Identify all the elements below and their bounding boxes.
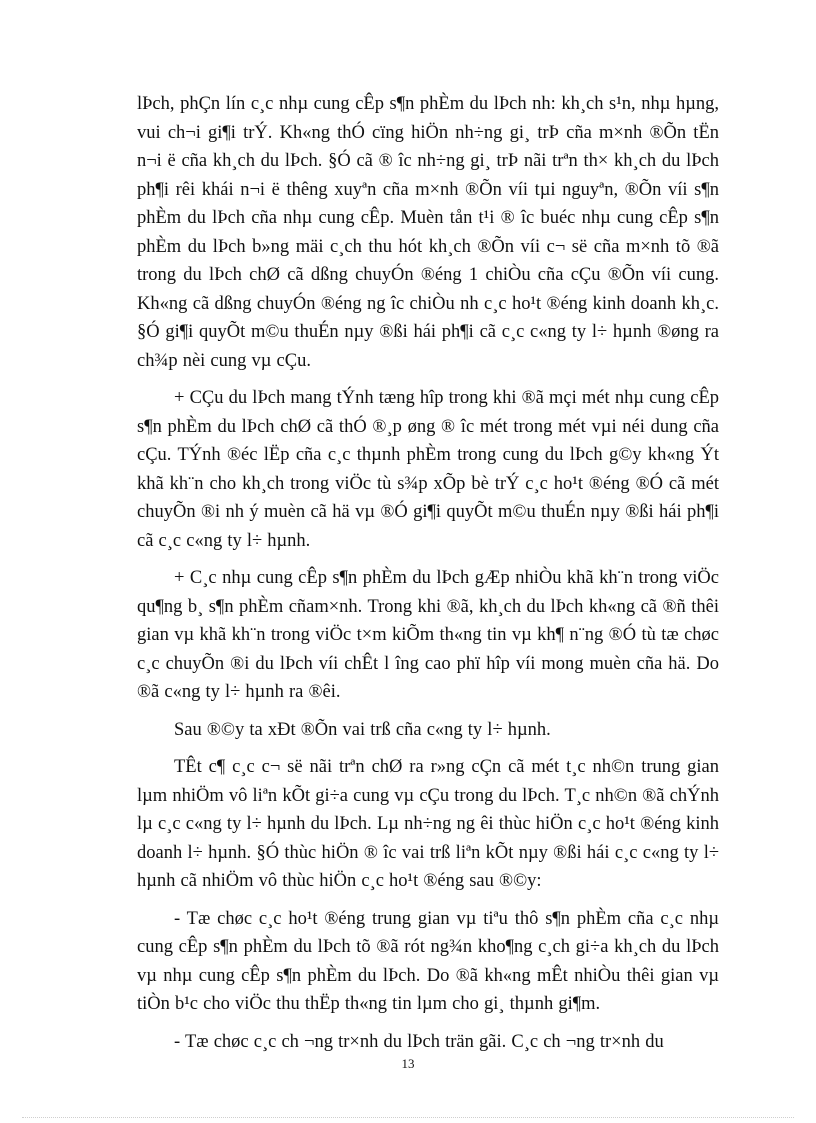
paragraph-6: - Tæ chøc c¸c ho¹t ®éng trung gian vµ tiªu thô s¶n phÈm cña c¸c nhµ cung cÊp s¶n phÈm du lÞch tõ ®ã rót ng¾n kho¶ng c¸ch gi÷a kh¸ch du lÞch vµ nhµ cung cÊp s¶n phÈm du lÞch. Do ®ã kh«ng mÊt nhiÒu thêi gian vµ tiÒn b¹c cho viÖc thu thËp th«ng tin lµm cho gi¸ thµnh gi¶m. [137,908,719,1014]
paragraph-1: lÞch, phÇn lín c¸c nhµ cung cÊp s¶n phÈm du lÞch nh: kh¸ch s¹n, nhµ hµng, vui ch¬i gi¶i trÝ. Kh«ng thÓ cïng hiÖn nh÷ng gi¸ trÞ cña m×nh ®Õn tËn n¬i ë cña kh¸ch du lÞch. §Ó cã ® îc nh÷ng gi¸ trÞ nãi trªn th× kh¸ch du lÞch ph¶i rêi khái n¬i ë thêng xuyªn cña m×nh ®Õn víi tµi nguyªn, ®Õn víi s¶n phÈm du lÞch cña nhµ cung cÊp. Muèn tån t¹i ® îc buéc nhµ cung cÊp s¶n phÈm du lÞch b»ng mäi c¸ch thu hót kh¸ch ®Õn víi c¬ së cña m×nh tõ ®ã trong du lÞch chØ cã dßng chuyÓn ®éng 1 chiÒu cña cÇu ®Õn víi cung. Kh«ng cã dßng chuyÓn ®éng ng îc chiÒu nh c¸c ho¹t ®éng kinh doanh kh¸c. §Ó gi¶i quyÕt m©u thuÉn nµy ®ßi hái ph¶i cã c¸c c«ng ty l÷ hµnh ®øng ra ch¾p nèi cung vµ cÇu. [137,94,719,371]
paragraph-4: Sau ®©y ta xÐt ®Õn vai trß cña c«ng ty l÷ hµnh. [174,719,551,740]
paragraph-3: + C¸c nhµ cung cÊp s¶n phÈm du lÞch gÆp nhiÒu khã kh¨n trong viÖc qu¶ng b¸ s¶n phÈm cñam×nh. Trong khi ®ã, kh¸ch du lÞch kh«ng cã ®ñ thêi gian vµ khã kh¨n trong viÖc t×m kiÕm th«ng tin vµ kh¶ n¨ng ®Ó tù tæ chøc c¸c chuyÕn ®i du lÞch víi chÊt l îng cao phï hîp víi mong muèn cña hä. Do ®ã c«ng ty l÷ hµnh ra ®êi. [137,568,719,702]
body-text [137,90,719,1065]
footer-divider [22,1117,794,1118]
paragraph-7: - Tæ chøc c¸c ch ¬ng tr×nh du lÞch trän gãi. C¸c ch ¬ng tr×nh du [174,1031,664,1052]
page-number: 13 [401,1056,415,1071]
paragraph-5: TÊt c¶ c¸c c¬ së nãi trªn chØ ra r»ng cÇn cã mét t¸c nh©n trung gian lµm nhiÖm vô liªn kÕt gi÷a cung vµ cÇu trong du lÞch. T¸c nh©n ®ã chÝnh lµ c¸c c«ng ty l÷ hµnh du lÞch. Lµ nh÷ng ng êi thùc hiÖn c¸c ho¹t ®éng kinh doanh l÷ hµnh. §Ó thùc hiÖn ® îc vai trß liªn kÕt nµy ®ßi hái c¸c c«ng ty l÷ hµnh cã nhiÖm vô thùc hiÖn c¸c ho¹t ®éng sau ®©y: [137,757,719,891]
paragraph-2: + CÇu du lÞch mang tÝnh tæng hîp trong khi ®ã mçi mét nhµ cung cÊp s¶n phÈm du lÞch chØ cã thÓ ®¸p øng ® îc mét trong mét vµi néi dung cña cÇu. TÝnh ®éc lËp cña c¸c thµnh phÈm trong cung du lÞch g©y kh«ng Ýt khã kh¨n cho kh¸ch trong viÖc tù s¾p xÕp bè trÝ c¸c ho¹t ®éng ®Ó cã mét chuyÕn ®i nh ý muèn cã hä vµ ®Ó gi¶i quyÕt m©u thuÉn nµy ®ßi hái ph¶i cã c¸c c«ng ty l÷ hµnh. [137,388,719,551]
